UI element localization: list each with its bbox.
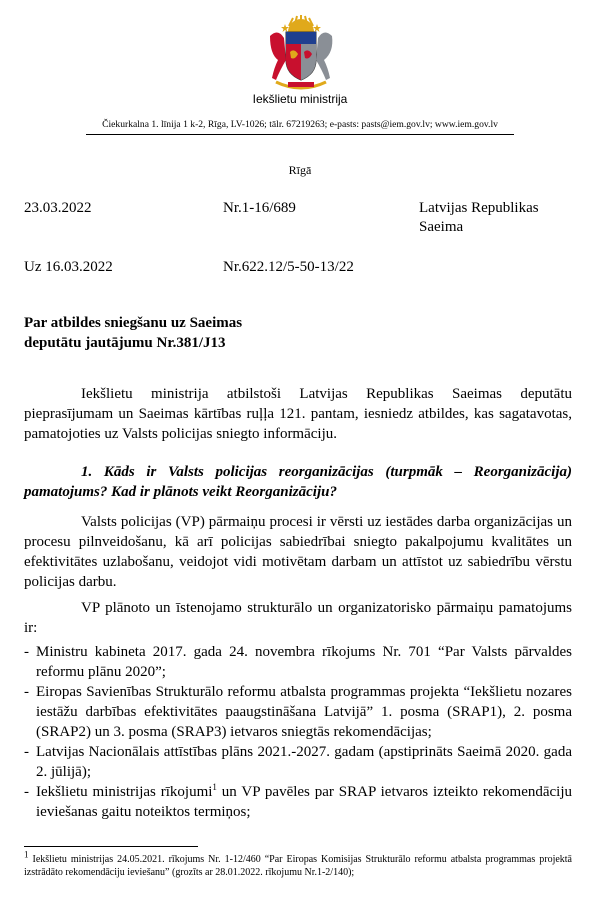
- city: Rīgā: [288, 163, 312, 177]
- reference-number: Nr.622.12/5-50-13/22: [223, 259, 354, 275]
- letter-number: Nr.1-16/689: [223, 200, 296, 216]
- list-item: - Latvijas Nacionālais attīstības plāns 2021.-2027. gadam (apstiprināts Saeimā 2020. gada 2. jūlijā);: [24, 744, 572, 780]
- answer-paragraph-1: Valsts policijas (VP) pārmaiņu procesi ir vērsti uz iestādes darba organizācijas un procesu pilnveidošanu, kā arī policijas sabiedrībai sniegto pakalpojumu kvalitātes un efektivitātes uzlabošanu, veidojot vidi motivētam darbam un attīstot uz sabiedrību vērstu policijas darbu.: [24, 514, 572, 590]
- footnote-divider: [24, 846, 198, 847]
- ministry-name: Iekšlietu ministrija: [252, 92, 348, 106]
- subject-line-1: Par atbildes sniegšanu uz Saeimas: [24, 315, 243, 331]
- list-item: - Eiropas Savienības Strukturālo reformu atbalsta programmas projekta “Iekšlietu nozares iestāžu darbības efektivitātes paaugstināšana Latvijā” 1. posma (SRAP1), 2. posma (SRAP2) un 3. posma (SRAP3) ietvaros sniegtās rekomendācijas;: [24, 684, 572, 740]
- griffin-supporter-icon: [316, 32, 332, 80]
- reference-date: Uz 16.03.2022: [24, 259, 113, 275]
- recipient-line-2: Saeima: [419, 219, 464, 235]
- subject-line-2: deputātu jautājumu Nr.381/J13: [24, 335, 226, 351]
- letter-date: 23.03.2022: [24, 200, 92, 216]
- letter-subject: [24, 313, 242, 353]
- footnote-reference[interactable]: 1: [212, 782, 217, 792]
- footnote: $^1$ Iekšlietu ministrijas 24.05.2021. rīkojums Nr. 1-12/460 “Par Eiropas Komisijas Strukturālo reformu atbalsta programmas projektā izstrādāto rekomendāciju ieviešanu” (grozīts ar 28.01.2022. rīkojumu Nr.1-2/140);: [24, 849, 572, 878]
- lion-supporter-icon: [270, 32, 286, 80]
- shield-icon: [286, 32, 316, 80]
- list-item: - Iekšlietu ministrijas rīkojumi$^1$ un VP pavēles par SRAP ietvaros izteikto rekomendāciju ieviešanas gaitu noteiktos termiņos;: [24, 782, 572, 820]
- intro-paragraph: Iekšlietu ministrija atbilstoši Latvijas Republikas Saeimas deputātu pieprasījumam un Saeimas kārtības ruļļa 121. pantam, iesniedz atbildes, kas sagatavotas, pamatojoties uz Valsts policijas sniegto informāciju.: [24, 386, 572, 442]
- basis-list: [24, 642, 572, 822]
- answer-paragraph-2: VP plānoto un īstenojamo strukturālo un organizatorisko pārmaiņu pamatojums ir:: [24, 600, 572, 636]
- list-item: - Ministru kabineta 2017. gada 24. novembra rīkojums Nr. 701 “Par Valsts pārvaldes reformu plānu 2020”;: [24, 644, 572, 680]
- footnote-mark: 1: [24, 849, 29, 860]
- question-1: 1. Kāds ir Valsts policijas reorganizācijas (turpmāk – Reorganizācija) pamatojums? Kad ir plānots veikt Reorganizāciju?: [24, 464, 572, 500]
- coat-of-arms-icon: [258, 14, 344, 94]
- ribbon-icon: [288, 82, 314, 87]
- ministry-address: Čiekurkalna 1. līnija 1 k-2, Rīga, LV-1026; tālr. 67219263; e-pasts: pasts@iem.gov.lv; www.iem.gov.lv: [102, 119, 498, 130]
- recipient-line-1: Latvijas Republikas: [419, 200, 539, 216]
- header-divider: [86, 134, 514, 135]
